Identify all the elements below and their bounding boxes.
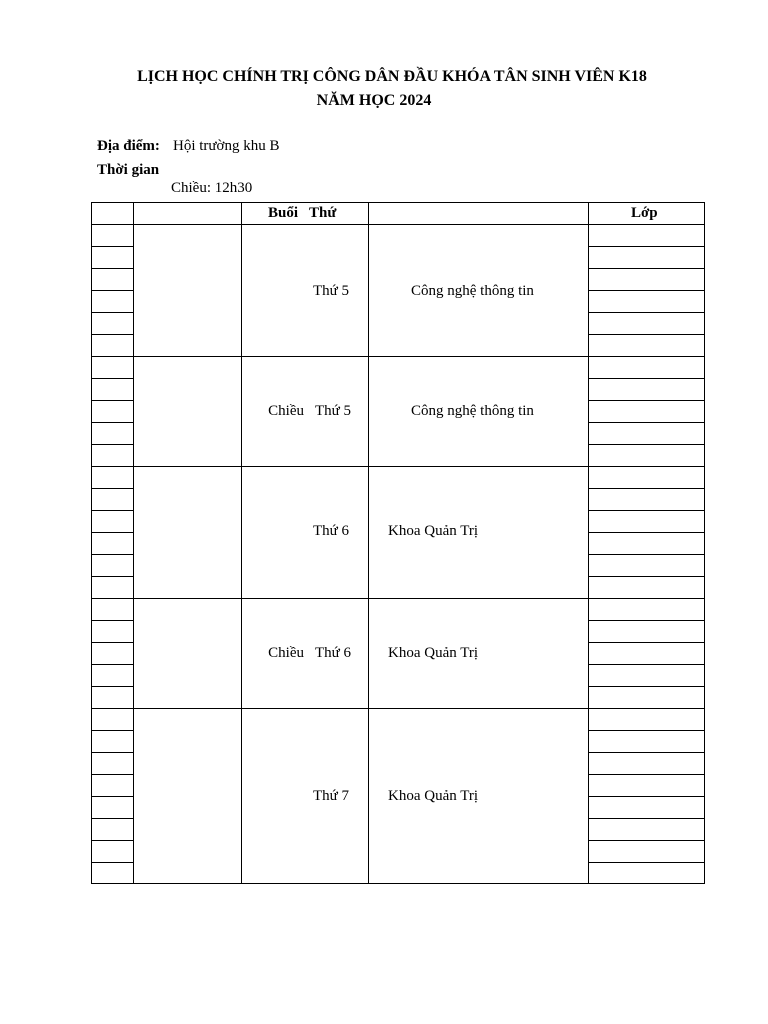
row-line — [588, 686, 704, 687]
block-session-day: Chiều Thứ 6 — [268, 645, 351, 661]
document-title: LỊCH HỌC CHÍNH TRỊ CÔNG DÂN ĐẦU KHÓA TÂN SINH VIÊN K18 — [137, 68, 647, 85]
row-line — [588, 642, 704, 643]
row-line — [588, 774, 704, 775]
row-line — [91, 840, 133, 841]
row-line — [588, 312, 704, 313]
block-faculty: Công nghệ thông tin — [411, 283, 534, 299]
row-line — [91, 730, 133, 731]
row-line — [91, 664, 133, 665]
row-line — [588, 268, 704, 269]
block-divider — [91, 356, 705, 357]
row-line — [91, 818, 133, 819]
row-line — [91, 400, 133, 401]
row-line — [588, 818, 704, 819]
row-line — [91, 246, 133, 247]
row-line — [91, 554, 133, 555]
header-session-day: Buổi Thứ — [268, 205, 337, 221]
block-faculty: Khoa Quản Trị — [388, 645, 479, 661]
table-column-divider — [241, 202, 242, 884]
table-border-right — [704, 202, 705, 884]
block-faculty: Khoa Quản Trị — [388, 788, 479, 804]
header-divider — [91, 224, 705, 225]
row-line — [91, 796, 133, 797]
row-line — [588, 422, 704, 423]
row-line — [588, 796, 704, 797]
row-line — [588, 444, 704, 445]
table-border-bottom — [91, 883, 705, 884]
time-value: Chiều: 12h30 — [171, 180, 253, 196]
block-faculty: Công nghệ thông tin — [411, 403, 534, 419]
block-session-day: Thứ 6 — [312, 523, 349, 539]
row-line — [91, 422, 133, 423]
time-label: Thời gian — [97, 162, 160, 178]
row-line — [91, 686, 133, 687]
row-line — [91, 290, 133, 291]
table-column-divider — [368, 202, 369, 884]
row-line — [588, 510, 704, 511]
header-class: Lớp — [631, 205, 658, 221]
row-line — [588, 378, 704, 379]
school-year: NĂM HỌC 2024 — [316, 92, 432, 109]
row-line — [588, 246, 704, 247]
row-line — [588, 840, 704, 841]
block-divider — [91, 466, 705, 467]
block-faculty: Khoa Quản Trị — [388, 523, 479, 539]
row-line — [588, 488, 704, 489]
row-line — [91, 488, 133, 489]
block-divider — [91, 708, 705, 709]
row-line — [588, 400, 704, 401]
row-line — [91, 576, 133, 577]
row-line — [91, 334, 133, 335]
row-line — [91, 532, 133, 533]
table-column-divider — [588, 202, 589, 884]
row-line — [91, 642, 133, 643]
row-line — [91, 312, 133, 313]
row-line — [588, 620, 704, 621]
row-line — [91, 444, 133, 445]
location-label: Địa điểm: — [97, 138, 160, 154]
table-column-divider — [133, 202, 134, 884]
table-border-top — [91, 202, 705, 203]
row-line — [588, 862, 704, 863]
row-line — [91, 378, 133, 379]
block-divider — [91, 598, 705, 599]
row-line — [588, 576, 704, 577]
row-line — [588, 290, 704, 291]
row-line — [91, 268, 133, 269]
row-line — [588, 554, 704, 555]
location-value: Hội trường khu B — [173, 138, 280, 154]
row-line — [588, 664, 704, 665]
row-line — [91, 774, 133, 775]
row-line — [91, 620, 133, 621]
block-session-day: Chiều Thứ 5 — [268, 403, 351, 419]
row-line — [91, 752, 133, 753]
row-line — [588, 334, 704, 335]
row-line — [588, 752, 704, 753]
block-session-day: Thứ 5 — [312, 283, 349, 299]
block-session-day: Thứ 7 — [312, 788, 349, 804]
table-border-left — [91, 202, 92, 884]
row-line — [91, 510, 133, 511]
row-line — [588, 730, 704, 731]
row-line — [91, 862, 133, 863]
row-line — [588, 532, 704, 533]
